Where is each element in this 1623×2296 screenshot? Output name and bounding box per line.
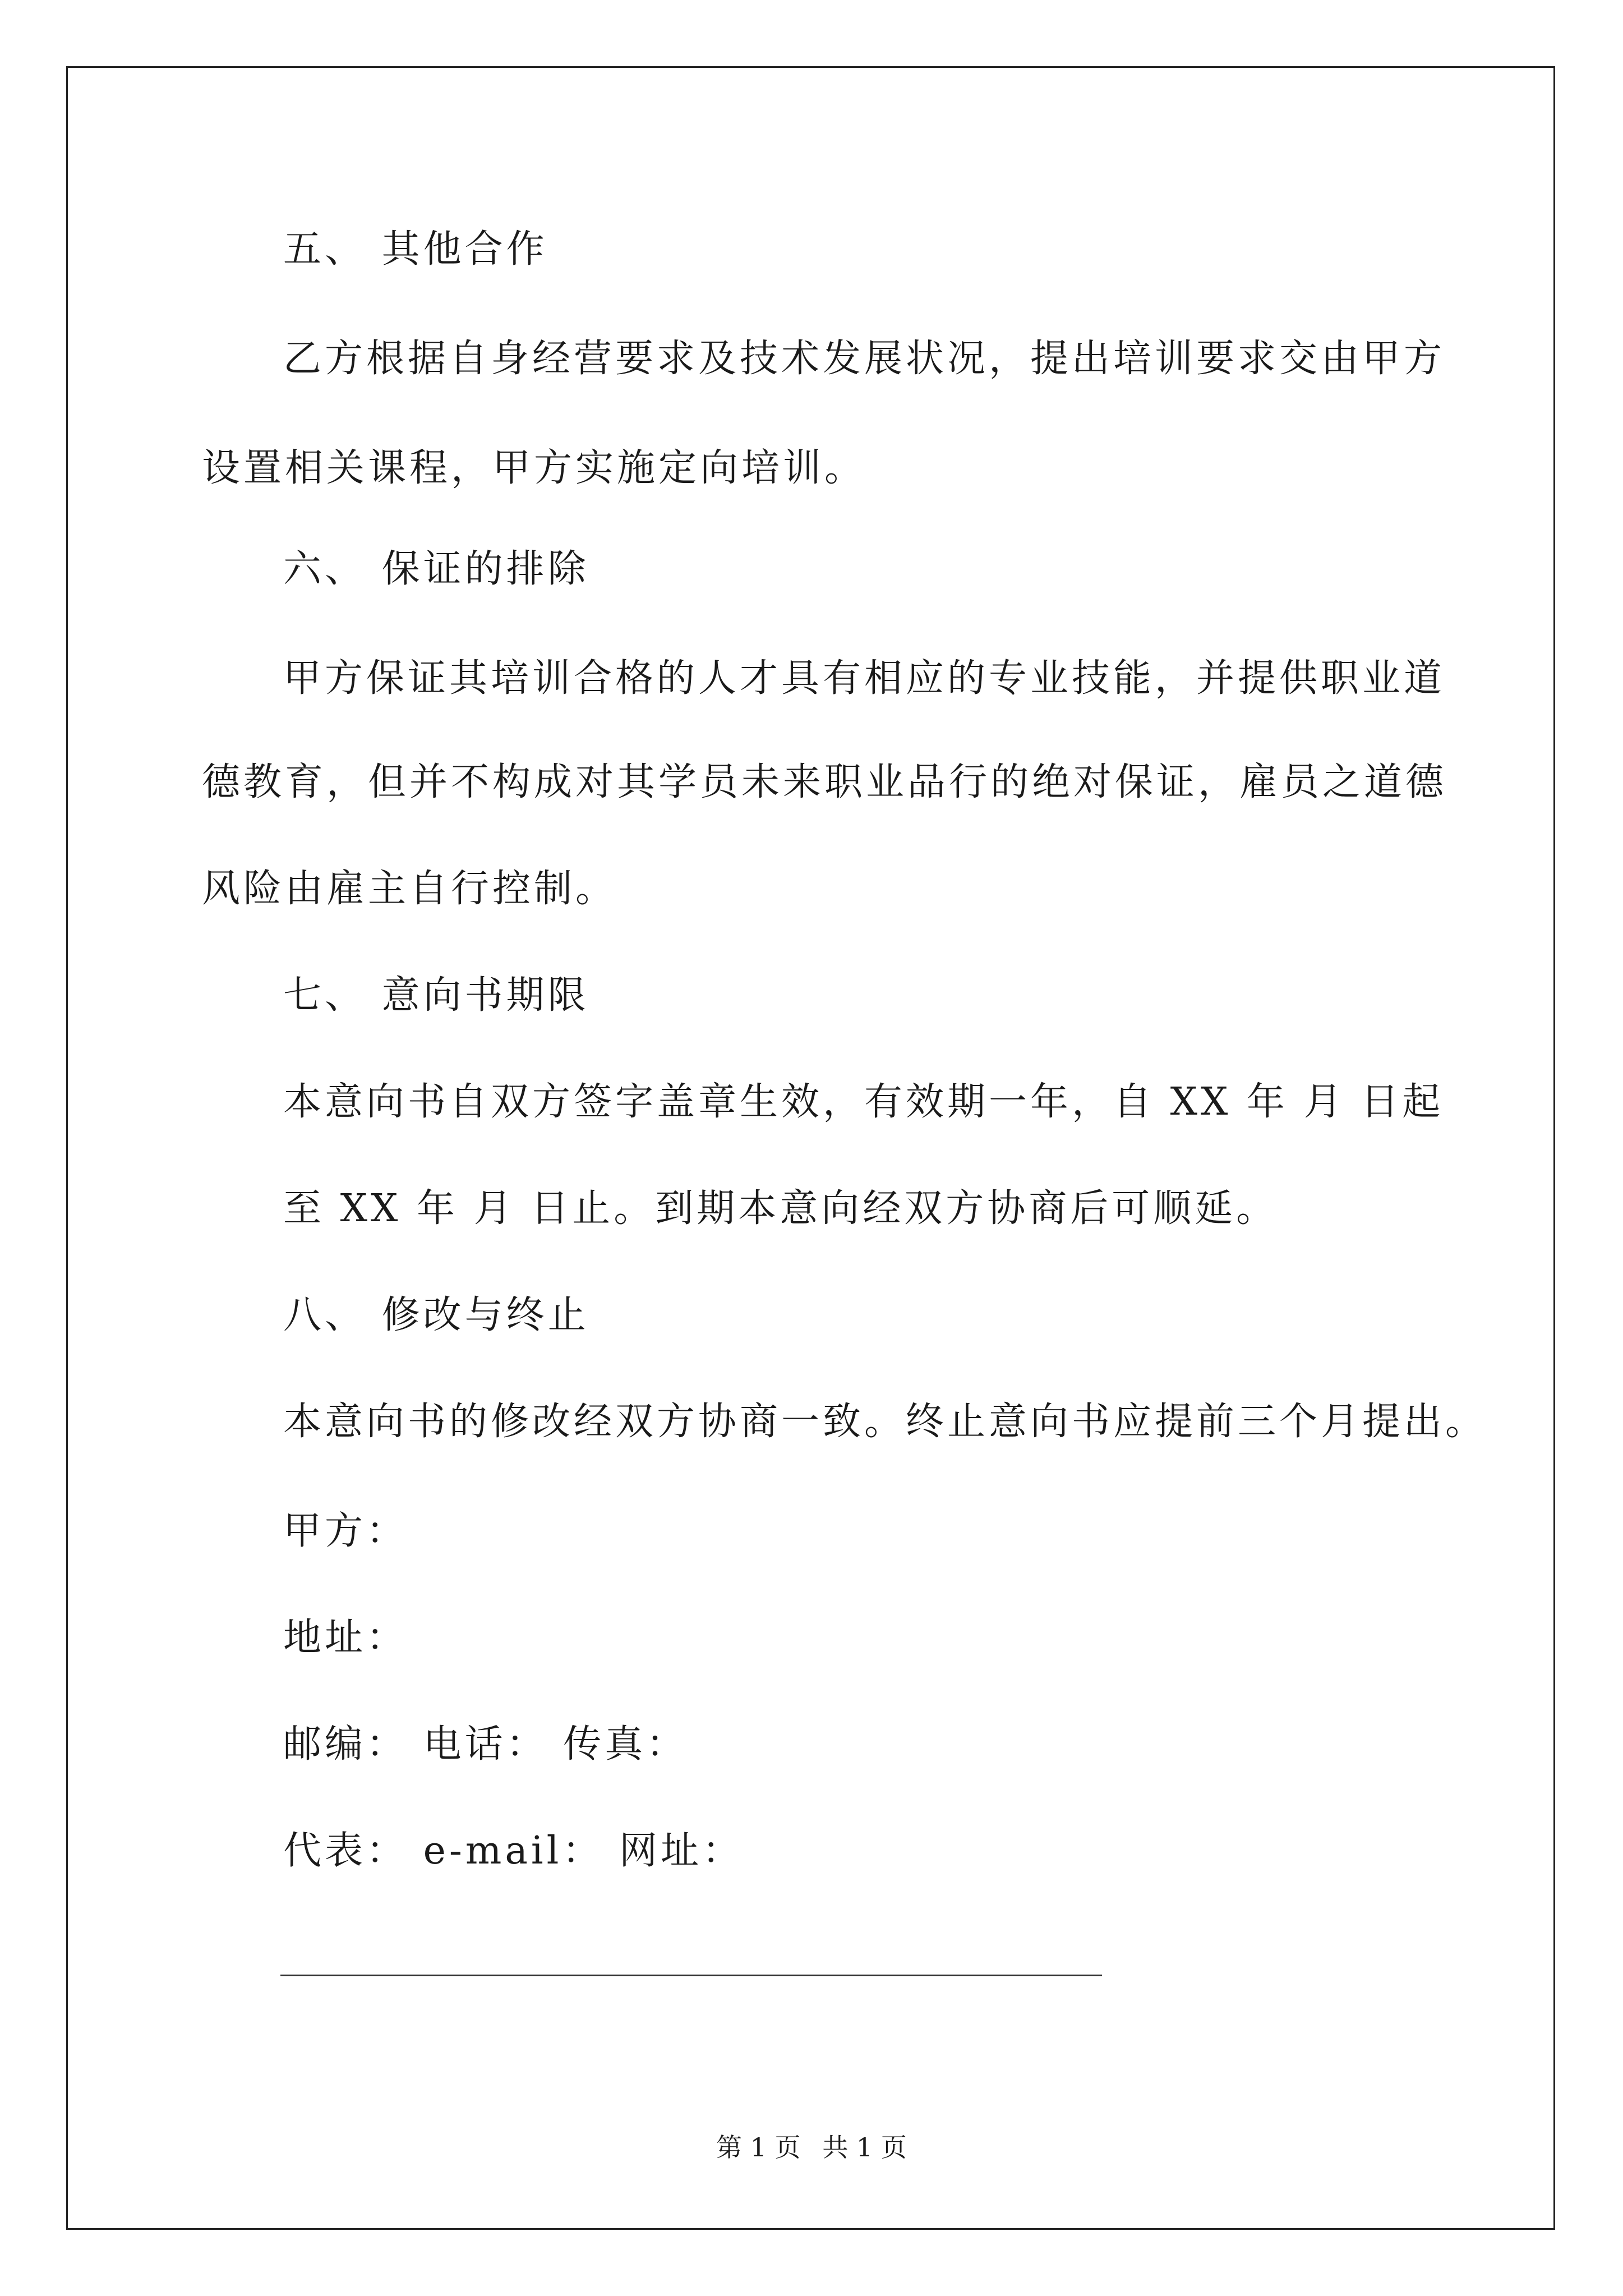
section-6-paragraph-line-1: 甲方保证其培训合格的人才具有相应的专业技能，并提供职业道	[283, 656, 1446, 701]
section-7-paragraph-line-1: 本意向书自双方签字盖章生效，有效期一年，自 XX 年 月 日起	[283, 1080, 1444, 1124]
section-5-heading: 五、 其他合作	[283, 227, 548, 272]
page-number-total: 共 1 页	[822, 2132, 907, 2162]
page-frame	[66, 66, 1555, 2230]
contact-labels: 邮编： 电话： 传真：	[283, 1722, 688, 1766]
address-label: 地址：	[283, 1616, 408, 1660]
signature-separator-line	[280, 1975, 1102, 1976]
section-6-heading: 六、 保证的排除	[283, 547, 589, 591]
party-a-label: 甲方：	[283, 1509, 408, 1553]
section-8-heading: 八、 修改与终止	[283, 1293, 589, 1337]
section-8-paragraph-line-1: 本意向书的修改经双方协商一致。终止意向书应提前三个月提出。	[283, 1400, 1487, 1444]
section-7-heading: 七、 意向书期限	[283, 973, 589, 1018]
section-7-paragraph-line-2: 至 XX 年 月 日止。到期本意向经双方协商后可顺延。	[283, 1186, 1278, 1231]
section-5-paragraph-line-2: 设置相关课程，甲方实施定向培训。	[202, 446, 866, 490]
page-footer	[0, 2132, 1623, 2163]
section-6-paragraph-line-3: 风险由雇主自行控制。	[202, 867, 617, 911]
page-number-current: 第 1 页	[716, 2132, 801, 2162]
representative-labels: 代表： e-mail： 网址：	[283, 1829, 744, 1873]
section-6-paragraph-line-2: 德教育，但并不构成对其学员未来职业品行的绝对保证，雇员之道德	[202, 760, 1447, 804]
section-5-paragraph-line-1: 乙方根据自身经营要求及技术发展状况，提出培训要求交由甲方	[283, 337, 1446, 381]
